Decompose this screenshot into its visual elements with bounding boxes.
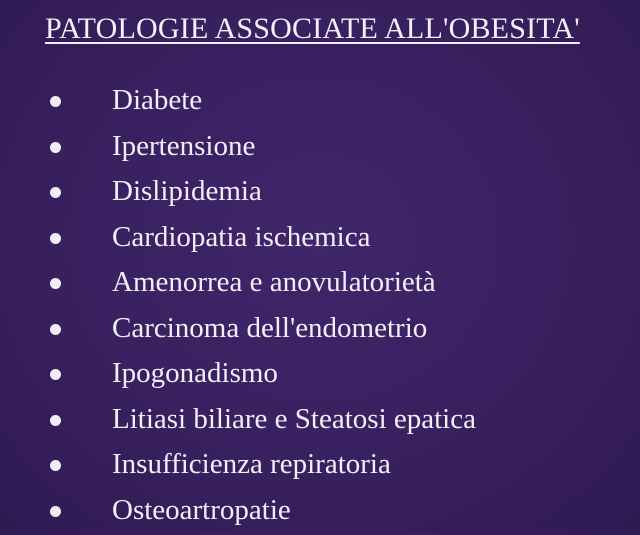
- bullet-icon: [50, 460, 61, 471]
- list-item: [0, 444, 640, 490]
- list-item-label: Ipertensione: [112, 128, 255, 164]
- list-item: [0, 308, 640, 354]
- list-item-label: Litiasi biliare e Steatosi epatica: [112, 401, 476, 437]
- list-item: [0, 80, 640, 126]
- list-item-label: Ipogonadismo: [112, 355, 278, 391]
- bullet-list: [0, 80, 640, 535]
- bullet-icon: [50, 278, 61, 289]
- list-item-label: Cardiopatia ischemica: [112, 219, 370, 255]
- list-item: [0, 171, 640, 217]
- bullet-icon: [50, 233, 61, 244]
- list-item-label: Osteoartropatie: [112, 492, 291, 528]
- list-item: [0, 217, 640, 263]
- list-item: [0, 353, 640, 399]
- list-item: [0, 399, 640, 445]
- list-item-label: Dislipidemia: [112, 173, 262, 209]
- bullet-icon: [50, 142, 61, 153]
- list-item-label: Amenorrea e anovulatorietà: [112, 264, 436, 300]
- bullet-icon: [50, 96, 61, 107]
- bullet-icon: [50, 187, 61, 198]
- list-item-label: Insufficienza repiratoria: [112, 446, 391, 482]
- list-item-label: Diabete: [112, 82, 202, 118]
- list-item: [0, 490, 640, 535]
- bullet-icon: [50, 324, 61, 335]
- slide-title: PATOLOGIE ASSOCIATE ALL'OBESITA': [45, 12, 580, 46]
- bullet-icon: [50, 506, 61, 517]
- list-item: [0, 262, 640, 308]
- bullet-icon: [50, 415, 61, 426]
- bullet-icon: [50, 369, 61, 380]
- list-item: [0, 126, 640, 172]
- list-item-label: Carcinoma dell'endometrio: [112, 310, 427, 346]
